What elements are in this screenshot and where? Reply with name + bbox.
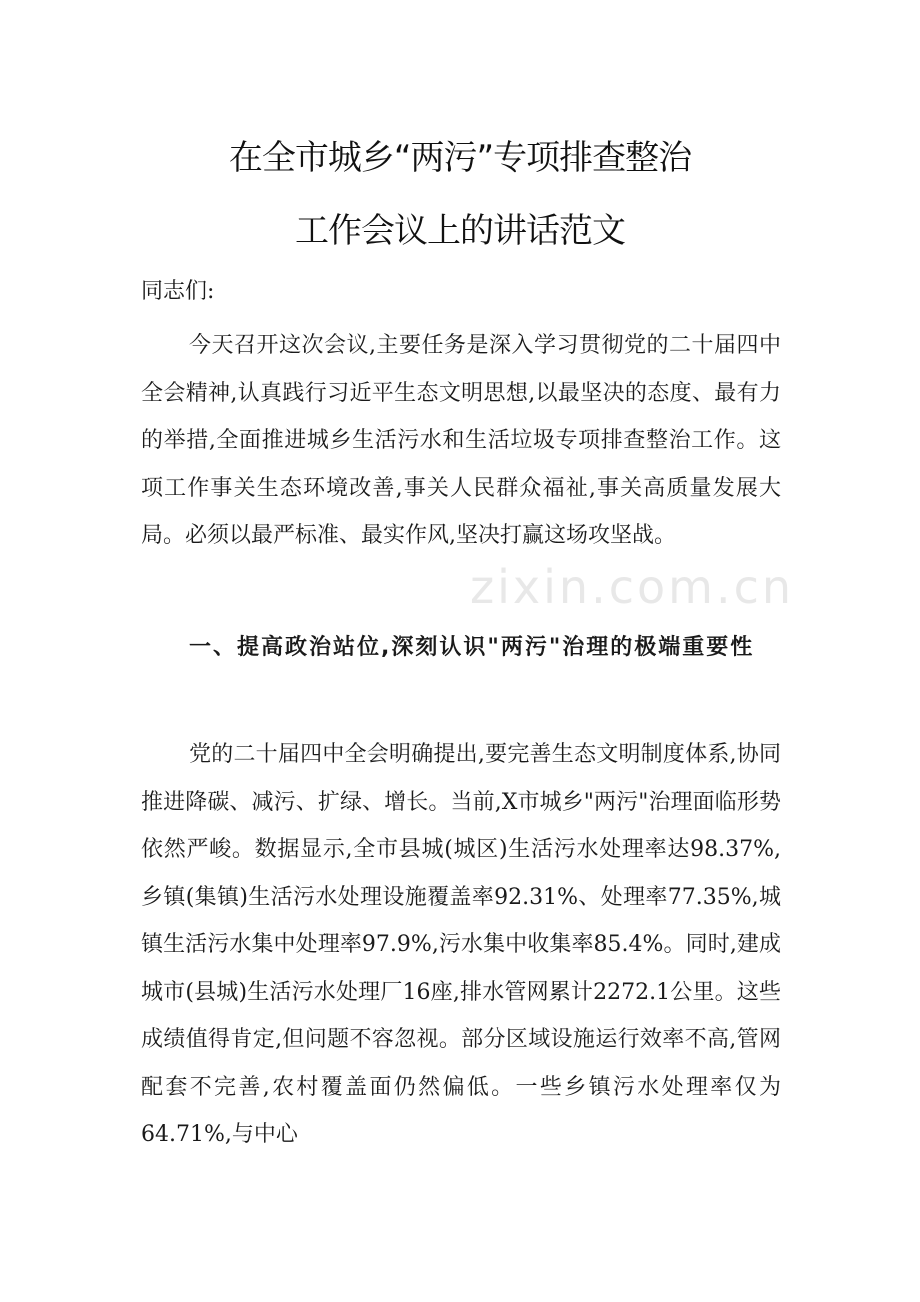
paragraph-intro: 今天召开这次会议,主要任务是深入学习贯彻党的二十届四中全会精神,认真践行习近平生态文明思想,以最坚决的态度、最有力的举措,全面推进城乡生活污水和生活垃圾专项排查整治工作。这项工作事关生态环境改善,事关人民群众福祉,事关高质量发展大局。必须以最严标准、最实作风,坚决打赢这场攻坚战。	[141, 333, 781, 548]
paragraph-section-1: 党的二十届四中全会明确提出,要完善生态文明制度体系,协同推进降碳、减污、扩绿、增长。当前,X市城乡"两污"治理面临形势依然严峻。数据显示,全市县城(城区)生活污水处理率达98.37%,乡镇(集镇)生活污水处理设施覆盖率92.31%、处理率77.35%,城镇生活污水集中处理率97.9%,污水集中收集率85.4%。同时,建成城市(县城)生活污水处理厂16座,排水管网累计2272.1公里。这些成绩值得肯定,但问题不容忽视。部分区域设施运行效率不高,管网配套不完善,农村覆盖面仍然偏低。一些乡镇污水处理率仅为64.71%,与中心	[141, 742, 781, 1147]
document-title-line-1: 在全市城乡“两污”专项排查整治	[228, 138, 692, 178]
document-title-line-2: 工作会议上的讲话范文	[295, 211, 625, 251]
salutation: 同志们:	[141, 279, 215, 304]
section-heading-1: 一、提高政治站位,深刻认识"两污"治理的极端重要性	[189, 635, 755, 660]
watermark: zixin.com.cn	[470, 560, 795, 614]
